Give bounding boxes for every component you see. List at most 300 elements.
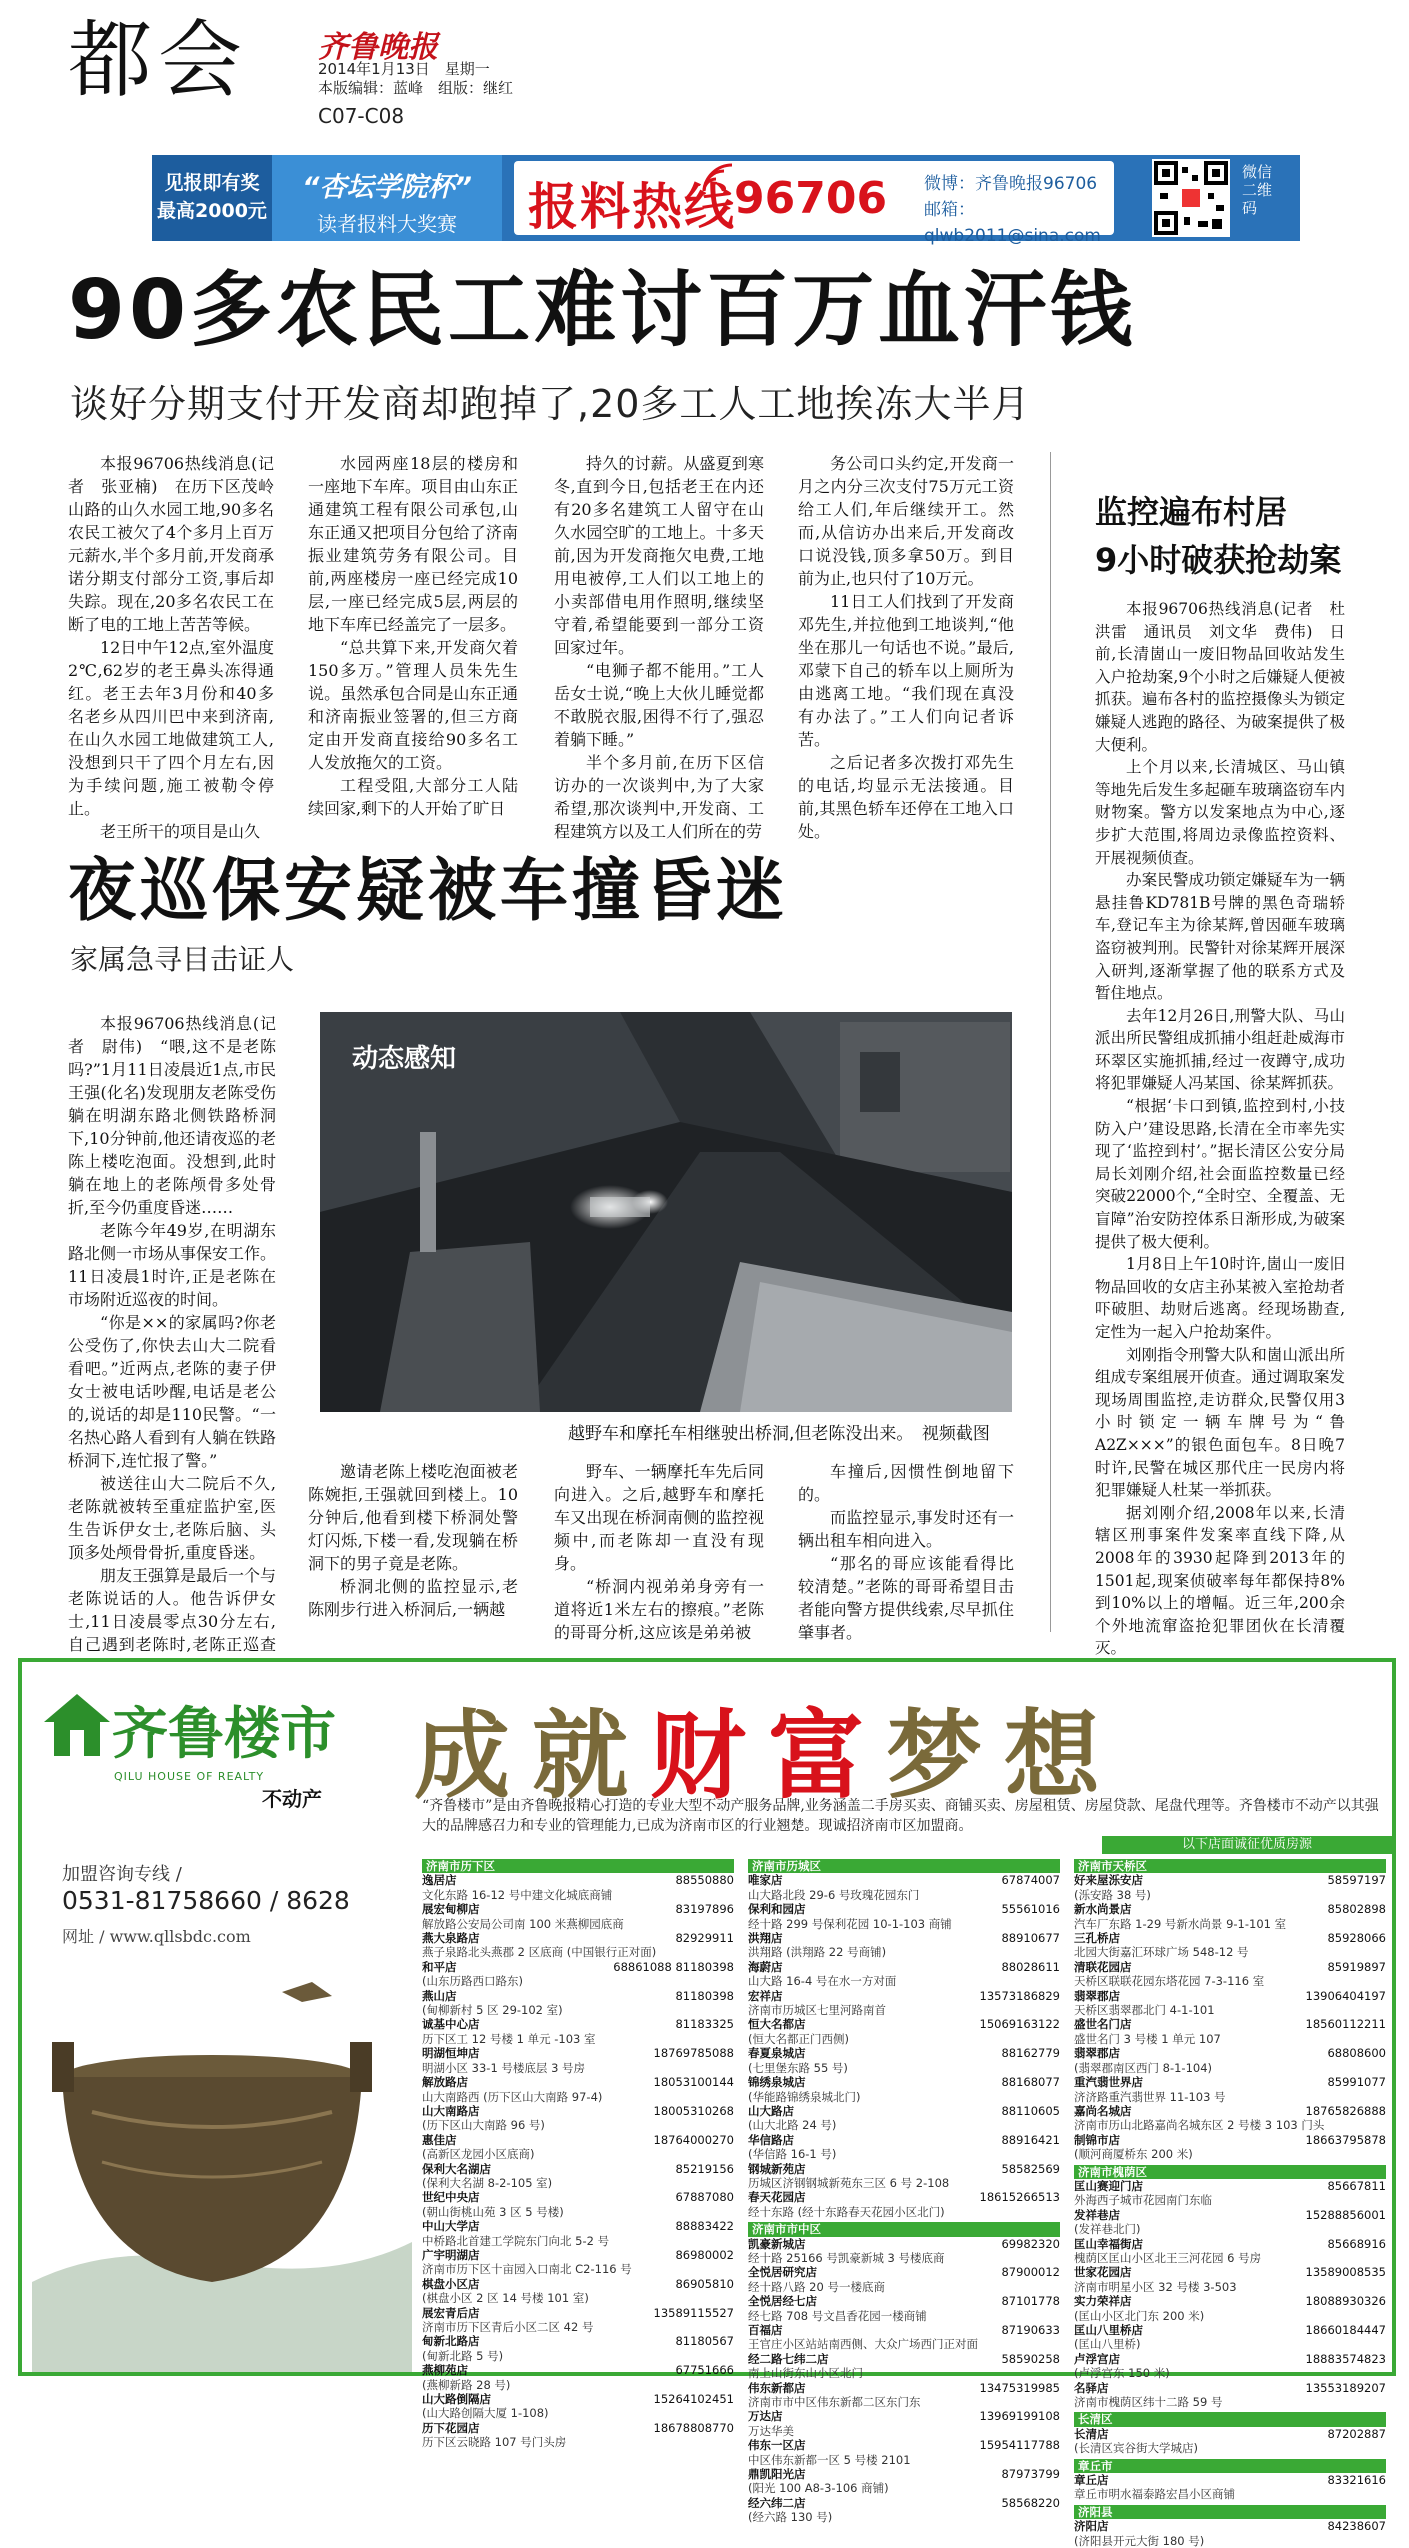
paragraph: 本报96706热线消息(记者 张亚楠) 在历下区茂岭山路的山久水园工地,90多名农民工被欠了4个多月上百万元薪水,半个多月前,开发商承诺分期支付部分工资,事后却失踪。现在,20多名农民工在断了电的工地上苦苦等候。 xyxy=(68,454,274,634)
store-address: (棋盘小区 2 区 14 号楼 101 室) xyxy=(422,2291,589,2306)
article2-column xyxy=(308,1460,518,1621)
paragraph: “总共算下来,开发商欠着150多万。”管理人员朱先生说。虽然承包合同是山东正通和济南振业签署的,但三方商定由开发商直接给90多名工人发放拖欠的工资。 xyxy=(308,638,518,772)
paragraph: 水园两座18层的楼房和一座地下车库。项目由山东正通建筑工程有限公司承包,山东正通又把项目分包给了济南振业建筑劳务有限公司。目前,两座楼房一座已经完成10层,一座已经完成5层,两层的地下车库已经盖完了一层多。 xyxy=(308,454,518,634)
store-name: 展宏甸柳店 xyxy=(422,1902,480,1917)
store-name: 钢城新苑店 xyxy=(748,2161,806,2176)
store-entry xyxy=(422,2075,734,2089)
contest-desc: 读者报料大奖赛 xyxy=(317,212,457,236)
paragraph: 持久的讨薪。从盛夏到寒冬,直到今日,包括老王在内还有20多名建筑工人留守在山久水园空旷的工地上。十多天前,因为开发商拖欠电费,工地用电被停,工人们以工地上的小卖部借电用作照明,继续坚守着,希望能要到一部分工资回家过年。 xyxy=(554,454,764,657)
newspaper-brand: 齐鲁晚报 xyxy=(318,30,438,65)
article1-subtitle: 谈好分期支付开发商却跑掉了,20多工人工地挨冻大半月 xyxy=(70,382,1031,426)
paragraph: “那名的哥应该能看得比较清楚。”老陈的哥哥希望目击者能向警方提供线索,尽早抓住肇事者。 xyxy=(798,1554,1014,1642)
store-phone: 85219156 xyxy=(675,2161,734,2176)
store-name: 历下花园店 xyxy=(422,2420,480,2435)
store-name: 宏祥店 xyxy=(748,1988,783,2003)
section-title: 都会 xyxy=(68,11,249,109)
store-name: 全悦居经七店 xyxy=(748,2294,817,2309)
store-entry xyxy=(748,2496,1060,2510)
article3-column xyxy=(1095,598,1345,1660)
store-name: 济阳店 xyxy=(1074,2519,1109,2534)
store-address: 历城区济钢钢城新苑东三区 6 号 2-108 xyxy=(748,2175,950,2190)
real-estate-ad xyxy=(18,1658,1396,2548)
bronze-vessel-icon xyxy=(32,1982,412,2372)
store-entry xyxy=(422,2392,734,2406)
paragraph: 12日中午12点,室外温度2℃,62岁的老王鼻头冻得通红。老王去年3月份和40多名老乡从四川巴中来到济南,在山久水园工地做建筑工人,没想到只干了四个月左右,因为手续问题,施工被勒令停止。 xyxy=(68,638,274,818)
store-address: 文化东路 16-12 号中建文化城底商铺 xyxy=(422,1887,613,1902)
store-name: 燕大泉路店 xyxy=(422,1931,480,1946)
store-name: 全悦居研究店 xyxy=(748,2265,817,2280)
store-address: 北园大街嘉汇环球广场 548-12 号 xyxy=(1074,1945,1249,1960)
store-address: (卢浮宫东 150 米) xyxy=(1074,2366,1170,2381)
store-entry xyxy=(422,1960,734,1974)
store-phone: 88550880 xyxy=(675,1873,734,1888)
store-entry xyxy=(422,2046,734,2060)
store-phone: 86905810 xyxy=(675,2276,734,2291)
store-phone: 88916421 xyxy=(1001,2132,1060,2147)
store-entry xyxy=(748,1960,1060,1974)
store-column xyxy=(422,1856,734,2450)
store-name: 清联花园店 xyxy=(1074,1959,1132,1974)
article1-column xyxy=(554,452,764,843)
article2-subtitle: 家属急寻目击证人 xyxy=(70,943,295,976)
store-phone: 13553189207 xyxy=(1305,2380,1386,2395)
store-entry xyxy=(748,2237,1060,2251)
issue-editors: 本版编辑：蓝峰 组版：继红 xyxy=(318,79,514,97)
district-heading: 济南市历下区 xyxy=(422,1859,734,1873)
store-phone: 15264102451 xyxy=(653,2392,734,2407)
store-column xyxy=(1074,1856,1386,2548)
qr-code-icon xyxy=(1152,159,1230,237)
store-phone: 84238607 xyxy=(1327,2519,1386,2534)
ad-logo xyxy=(42,1690,392,1812)
store-name: 海蔚店 xyxy=(748,1959,783,1974)
reward-box xyxy=(152,155,272,241)
store-name: 鼎凯阳光店 xyxy=(748,2467,806,2482)
store-name: 经二路七纬二店 xyxy=(748,2351,829,2366)
store-address: (燕柳新路 28 号) xyxy=(422,2377,511,2392)
store-address: 济南市明星小区 32 号楼 3-503 xyxy=(1074,2279,1237,2294)
store-address: 济南市历山北路嘉尚名城东区 2 号楼 3 103 门头 xyxy=(1074,2118,1325,2133)
store-name: 恒大名都店 xyxy=(748,2017,806,2032)
store-name: 唯家店 xyxy=(748,1873,783,1888)
store-address: 汽车厂东路 1-29 号新水尚景 9-1-101 室 xyxy=(1074,1916,1287,1931)
cctv-label: 动态感知 xyxy=(352,1044,457,1074)
store-entry xyxy=(1074,1989,1386,2003)
store-address: (阳光 100 A8-3-106 商铺) xyxy=(748,2481,889,2496)
store-name: 山大南路店 xyxy=(422,2103,480,2118)
store-address: 经十路 25166 号凯豪新城 3 号楼底商 xyxy=(748,2250,945,2265)
paragraph: 11日工人们找到了开发商邓先生,并拉他到工地谈判,“他坐在那儿一句话也不说。”最后,邓蒙下自己的轿车以上厕所为由逃离工地。“我们现在真没有办法了。”工人们向记者诉苦。 xyxy=(798,592,1014,749)
store-entry xyxy=(1074,2427,1386,2441)
store-phone: 58597197 xyxy=(1327,1873,1386,1888)
store-name: 洪翔店 xyxy=(748,1931,783,1946)
store-name: 伟东新都店 xyxy=(748,2380,806,2395)
store-phone: 58590258 xyxy=(1001,2351,1060,2366)
paragraph: 桥洞北侧的监控显示,老陈刚步行进入桥洞后,一辆越 xyxy=(308,1577,518,1619)
store-address: (长清区宾谷街大学城店) xyxy=(1074,2441,1198,2456)
store-phone: 85667811 xyxy=(1327,2178,1386,2193)
article3-title xyxy=(1095,488,1341,584)
article1-title: 90多农民工难讨百万血汗钱 xyxy=(68,263,1137,358)
store-name: 好来屋泺安店 xyxy=(1074,1873,1143,1888)
store-entry xyxy=(422,2363,734,2377)
store-phone: 88168077 xyxy=(1001,2075,1060,2090)
store-phone: 15288856001 xyxy=(1305,2207,1386,2222)
contest-box xyxy=(272,155,502,241)
reward-line1: 见报即有奖 xyxy=(164,172,260,194)
store-entry xyxy=(1074,2104,1386,2118)
hotline-number: 96706 xyxy=(734,173,888,224)
store-address: (发祥巷北门) xyxy=(1074,2222,1141,2237)
store-address: (华信路 16-1 号) xyxy=(748,2147,837,2162)
paragraph: 办案民警成功锁定嫌疑车为一辆悬挂鲁KD781B号牌的黑色奇瑞轿车,登记车主为徐某辉,曾因砸车玻璃盗窃被判刑。民警针对徐某辉开展深入研判,逐渐掌握了他的联系方式及暂住地点。 xyxy=(1095,871,1345,1003)
district-heading: 济阳县 xyxy=(1074,2505,1386,2519)
store-entry xyxy=(422,1931,734,1945)
paragraph: “你是××的家属吗?你老公受伤了,你快去山大二院看看吧。”近两点,老陈的妻子伊女士被电话吵醒,电话是老公的,说话的却是110民警。“一名热心路人看到有人躺在铁路桥洞下,连忙报了警。” xyxy=(68,1313,277,1470)
store-name: 春天花园店 xyxy=(748,2190,806,2205)
store-phone: 69982320 xyxy=(1001,2236,1060,2251)
wechat-label: 微信二维码 xyxy=(1242,163,1273,217)
district-heading: 济南市槐荫区 xyxy=(1074,2165,1386,2179)
store-name: 嘉尚名城店 xyxy=(1074,2103,1132,2118)
paragraph: 刘刚指令刑警大队和崮山派出所组成专案组展开侦查。通过调取案发现场周围监控,走访群众,民警仅用3小时锁定一辆车牌号为“鲁A2Z×××”的银色面包车。8日晚7时许,民警在城区那代庄一民房内将犯罪嫌疑人杜某一举抓获。 xyxy=(1095,1345,1345,1500)
store-name: 保利大名湖店 xyxy=(422,2161,491,2176)
store-entry xyxy=(422,2017,734,2031)
hotline-banner xyxy=(152,155,1300,246)
store-address: 外海西子城市花园南门东临 xyxy=(1074,2193,1212,2208)
store-phone: 15954117788 xyxy=(979,2438,1060,2453)
cctv-screenshot xyxy=(320,1012,1012,1412)
store-name: 广宇明湖店 xyxy=(422,2247,480,2262)
store-phone: 13589115527 xyxy=(653,2305,734,2320)
store-entry xyxy=(422,2334,734,2348)
store-phone: 68861088 81180398 xyxy=(613,1959,734,1974)
store-entry xyxy=(748,2381,1060,2395)
contest-name: “杏坛学院杯” xyxy=(302,172,472,203)
store-address: 山大路北段 29-6 号玫瑰花园东门 xyxy=(748,1887,920,1902)
store-phone: 87900012 xyxy=(1001,2265,1060,2280)
store-name: 新水尚景店 xyxy=(1074,1902,1132,1917)
store-phone: 86980002 xyxy=(675,2247,734,2262)
store-address: (朝山街桃山苑 3 区 5 号楼) xyxy=(422,2204,564,2219)
store-entry xyxy=(748,2162,1060,2176)
store-name: 伟东一区店 xyxy=(748,2438,806,2453)
store-name: 世纪中央店 xyxy=(422,2190,480,2205)
store-phone: 18005310268 xyxy=(653,2103,734,2118)
store-entry xyxy=(748,1873,1060,1887)
store-address: (山东历路西口路东) xyxy=(422,1974,523,1989)
store-entry xyxy=(748,1931,1060,1945)
store-entry xyxy=(748,2190,1060,2204)
store-name: 名驿店 xyxy=(1074,2380,1109,2395)
store-phone: 87202887 xyxy=(1327,2426,1386,2441)
store-entry xyxy=(1074,2519,1386,2533)
district-heading: 章丘市 xyxy=(1074,2459,1386,2473)
store-entry xyxy=(422,1989,734,2003)
store-address: 中区伟东新都一区 5 号楼 2101 xyxy=(748,2452,911,2467)
store-address: 历下区云晓路 107 号门头房 xyxy=(422,2435,567,2450)
store-address: 经十东路 (经十东路春天花园小区北门) xyxy=(748,2204,945,2219)
district-heading: 济南市天桥区 xyxy=(1074,1859,1386,1873)
slogan-char: 成 xyxy=(414,1699,532,1812)
store-name: 春夏泉城店 xyxy=(748,2046,806,2061)
store-phone: 18660184447 xyxy=(1305,2323,1386,2337)
paragraph: 本报96706热线消息(记者 杜洪雷 通讯员 刘文华 费伟) 日前,长清崮山一废旧物品回收站发生入户抢劫案,9个小时之后嫌疑人便被抓获。遍布各村的监控摄像头为锁定嫌疑人逃跑的路径、为破案提供了极大便利。 xyxy=(1095,600,1345,754)
store-phone: 85919897 xyxy=(1327,1959,1386,1974)
store-entry xyxy=(748,2075,1060,2089)
store-address: (七里堡东路 55 号) xyxy=(748,2060,848,2075)
store-address: 济南市市中区伟东新都二区东门东 xyxy=(748,2395,921,2410)
store-address: (历下区山大南路 96 号) xyxy=(422,2118,545,2133)
store-name: 甸新北路店 xyxy=(422,2334,480,2349)
article3-title-line1: 监控遍布村居 xyxy=(1095,493,1288,531)
store-address: 山大路 16-4 号在水一方对面 xyxy=(748,1974,897,1989)
paragraph: 邀请老陈上楼吃泡面被老陈婉拒,王强就回到楼上。10分钟后,他看到楼下桥洞处警灯闪烁,下楼一看,发现躺在桥洞下的男子竟是老陈。 xyxy=(308,1462,518,1573)
store-name: 卢浮宫店 xyxy=(1074,2351,1120,2366)
store-address: 经十路 299 号保利花园 10-1-103 商铺 xyxy=(748,1916,952,1931)
article3-title-line2: 9小时破获抢劫案 xyxy=(1095,541,1342,579)
store-address: 济南市槐荫区纬十二路 59 号 xyxy=(1074,2395,1223,2410)
store-name: 发祥巷店 xyxy=(1074,2207,1120,2222)
store-phone: 87190633 xyxy=(1001,2323,1060,2337)
store-entry xyxy=(422,2104,734,2118)
store-address: 经十路八路 20 号一楼底商 xyxy=(748,2279,885,2294)
store-address: 洪翔路 (洪翔路 22 号商铺) xyxy=(748,1945,887,1960)
store-phone: 13589008535 xyxy=(1305,2265,1386,2280)
store-phone: 18765826888 xyxy=(1305,2103,1386,2118)
store-phone: 18883574823 xyxy=(1305,2351,1386,2366)
article1-column xyxy=(68,452,274,843)
store-name: 山大路店 xyxy=(748,2103,794,2118)
store-entry xyxy=(748,2133,1060,2147)
stores-label: 以下店面诚征优质房源 xyxy=(1102,1836,1392,1854)
store-phone: 18615266513 xyxy=(979,2190,1060,2205)
store-entry xyxy=(422,1873,734,1887)
store-name: 盛世名门店 xyxy=(1074,2017,1132,2032)
store-name: 世家花园店 xyxy=(1074,2265,1132,2280)
store-entry xyxy=(748,2352,1060,2366)
store-phone: 85991077 xyxy=(1327,2075,1386,2090)
signal-icon xyxy=(700,165,736,195)
store-directory xyxy=(422,1856,1388,2548)
slogan-char: 想 xyxy=(1004,1699,1122,1812)
store-entry xyxy=(1074,2075,1386,2089)
store-address: (甸新北路 5 号) xyxy=(422,2348,504,2363)
ad-intro: “齐鲁楼市”是由齐鲁晚报精心打造的专业大型不动产服务品牌,业务涵盖二手房买卖、商铺买卖、房屋租赁、房屋贷款、尾盘代理等。齐鲁楼市不动产以其强大的品牌感召力和专业的管理能力,已成为济南市区的行业翘楚。现诚招济南市区加盟商。 xyxy=(422,1798,1379,1834)
article2-column xyxy=(798,1460,1014,1644)
store-entry xyxy=(1074,2133,1386,2147)
store-phone: 18560112211 xyxy=(1305,2017,1386,2032)
store-entry xyxy=(422,2219,734,2233)
store-name: 燕柳苑店 xyxy=(422,2363,468,2378)
store-phone: 85928066 xyxy=(1327,1931,1386,1946)
store-address: 万达华美 xyxy=(748,2423,794,2438)
article1-column xyxy=(308,452,518,820)
store-address: 经七路 708 号文昌香花园一楼商铺 xyxy=(748,2308,927,2323)
store-entry xyxy=(1074,1873,1386,1887)
store-phone: 87973799 xyxy=(1001,2467,1060,2482)
store-address: (顺河商厦桥东 200 米) xyxy=(1074,2147,1193,2162)
store-entry xyxy=(422,2306,734,2320)
ad-hotline-label: 加盟咨询专线 / xyxy=(62,1864,182,1885)
store-address: (匡山小区北门东 200 米) xyxy=(1074,2308,1205,2323)
paragraph: 半个多月前,在历下区信访办的一次谈判中,为了大家希望,那次谈判中,开发商、工程建筑方以及工人们所在的劳 xyxy=(554,753,764,841)
store-name: 锦绣泉城店 xyxy=(748,2075,806,2090)
district-heading: 济南市历城区 xyxy=(748,1859,1060,1873)
store-entry xyxy=(748,2467,1060,2481)
contact-info xyxy=(924,171,1114,249)
store-address: 明湖小区 33-1 号楼底层 3 号房 xyxy=(422,2060,586,2075)
district-heading: 济南市市中区 xyxy=(748,2222,1060,2236)
paragraph: 1月8日上午10时许,崮山一废旧物品回收的女店主孙某被入室抢劫者吓破胆、劫财后逃离。经现场勘查,定性为一起入户抢劫案件。 xyxy=(1095,1255,1345,1341)
paragraph: “桥洞内视弟弟身旁有一道将近1米左右的擦痕。”老陈的哥哥分析,这应该是弟弟被 xyxy=(554,1577,764,1642)
store-address: (华能路锦绣泉城北门) xyxy=(748,2089,861,2104)
store-entry xyxy=(1074,2473,1386,2487)
store-phone: 18053100144 xyxy=(653,2075,734,2090)
store-phone: 88110605 xyxy=(1001,2103,1060,2118)
store-name: 棋盘小区店 xyxy=(422,2276,480,2291)
paragraph: 之后记者多次拨打邓先生的电话,均显示无法接通。目前,其黑色轿车还停在工地入口处。 xyxy=(798,753,1014,841)
store-name: 翡翠郡店 xyxy=(1074,1988,1120,2003)
store-phone: 18678808770 xyxy=(653,2420,734,2435)
reward-line2: 最高2000元 xyxy=(157,200,267,222)
store-name: 制锦市店 xyxy=(1074,2132,1120,2147)
ad-brand-sub: 不动产 xyxy=(262,1787,322,1811)
store-phone: 55561016 xyxy=(1001,1902,1060,1917)
store-address: (保利大名湖 8-2-105 室) xyxy=(422,2175,553,2190)
store-name: 惠佳店 xyxy=(422,2132,457,2147)
store-phone: 88910677 xyxy=(1001,1931,1060,1946)
hotline-box xyxy=(514,161,1114,246)
store-name: 万达店 xyxy=(748,2409,783,2424)
store-phone: 68808600 xyxy=(1327,2046,1386,2061)
store-entry xyxy=(748,2438,1060,2452)
store-address: (翡翠郡南区西门 8-1-104) xyxy=(1074,2060,1213,2075)
slogan-char: 富 xyxy=(768,1699,886,1812)
store-address: 盛世名门 3 号楼 1 单元 107 xyxy=(1074,2031,1221,2046)
paragraph: 朋友王强算是最后一个与老陈说话的人。他告诉伊女士,11日凌晨零点30分左右,自己遇到老陈时,老陈正巡查 xyxy=(68,1566,277,1654)
store-phone: 88162779 xyxy=(1001,2046,1060,2061)
slogan-char: 财 xyxy=(650,1699,768,1812)
store-phone: 58568220 xyxy=(1001,2495,1060,2510)
column-divider xyxy=(1050,452,1051,1632)
store-address: (经六路 130 号) xyxy=(748,2510,833,2525)
issue-meta xyxy=(318,60,513,98)
store-phone: 15069163122 xyxy=(979,2017,1060,2032)
store-entry xyxy=(748,2265,1060,2279)
store-entry xyxy=(422,2421,734,2435)
store-address: 王官庄小区站站南西侧、大众广场西门正对面 xyxy=(748,2337,978,2352)
store-phone: 81183325 xyxy=(675,2017,734,2032)
paragraph: 据刘刚介绍,2008年以来,长清辖区刑事案件发案率直线下降,从2008年的3930起降到2013年的1501起,现案侦破率每年都保持8%到10%以上的增幅。近三年,200余个外地流窜盗抢犯罪团伙在长清覆灭。 xyxy=(1095,1503,1345,1658)
store-name: 燕山店 xyxy=(422,1988,457,2003)
store-name: 经六纬二店 xyxy=(748,2495,806,2510)
store-name: 实力荣祥店 xyxy=(1074,2294,1132,2309)
store-address: 燕子泉路北头燕郡 2 区底商 (中国银行正对面) xyxy=(422,1945,657,1960)
store-name: 展宏青后店 xyxy=(422,2305,480,2320)
store-entry xyxy=(422,2162,734,2176)
article2-column xyxy=(554,1460,764,1644)
store-entry xyxy=(1074,2046,1386,2060)
paragraph: 去年12月26日,刑警大队、马山派出所民警组成抓捕小组赶赴威海市环翠区实施抓捕,经过一夜蹲守,成功将犯罪嫌疑人冯某国、徐某辉抓获。 xyxy=(1095,1006,1345,1093)
store-name: 三孔桥店 xyxy=(1074,1931,1120,1946)
store-entry xyxy=(422,2133,734,2147)
article1-column xyxy=(798,452,1014,843)
store-phone: 82929911 xyxy=(675,1931,734,1946)
hotline-label: 报料热线 xyxy=(528,178,736,236)
store-name: 中山大学店 xyxy=(422,2219,480,2234)
ad-hotline: 0531-81758660 / 8628 xyxy=(62,1886,350,1915)
store-entry xyxy=(748,2046,1060,2060)
paragraph: “电狮子都不能用。”工人岳女士说,“晚上大伙儿睡觉都不敢脱衣服,困得不行了,强忍着躺下睡。” xyxy=(554,661,764,749)
store-phone: 67751666 xyxy=(675,2363,734,2378)
store-name: 解放路店 xyxy=(422,2075,468,2090)
store-address: 章丘市明水福泰路宏昌小区商铺 xyxy=(1074,2487,1235,2502)
store-entry xyxy=(748,2409,1060,2423)
store-entry xyxy=(1074,2352,1386,2366)
paragraph: 车撞后,因惯性倒地留下的。 xyxy=(798,1462,1014,1504)
paragraph: 老陈今年49岁,在明湖东路北侧一市场从事保安工作。11日凌晨1时许,正是老陈在市场附近巡夜的时间。 xyxy=(68,1221,277,1309)
store-name: 保利和园店 xyxy=(748,1902,806,1917)
paragraph: 野车、一辆摩托车先后同向进入。之后,越野车和摩托车又出现在桥洞南侧的监控视频中,而老陈却一直没有现身。 xyxy=(554,1462,764,1573)
paragraph: 被送往山大二院后不久,老陈就被转至重症监护室,医生告诉伊女士,老陈后脑、头顶多处颅骨骨折,重度昏迷。 xyxy=(68,1474,276,1562)
store-name: 凯豪新城店 xyxy=(748,2236,806,2251)
store-entry xyxy=(1074,1902,1386,1916)
ad-brand: 齐鲁楼市 xyxy=(112,1702,336,1767)
store-name: 匡山八里桥店 xyxy=(1074,2323,1143,2337)
store-phone: 81180567 xyxy=(675,2334,734,2349)
store-address: (匡山八里桥) xyxy=(1074,2337,1141,2352)
store-name: 华信路店 xyxy=(748,2132,794,2147)
store-address: 解放路公安局公司南 100 米燕柳园底商 xyxy=(422,1916,624,1931)
store-name: 匡山赛迎门店 xyxy=(1074,2178,1143,2193)
slogan-char: 梦 xyxy=(886,1699,1004,1812)
store-address: (高新区龙园小区底商) xyxy=(422,2147,535,2162)
paragraph: 工程受阻,大部分工人陆续回家,剩下的人开始了旷日 xyxy=(308,776,518,818)
article2-title: 夜巡保安疑被车撞昏迷 xyxy=(68,852,789,931)
store-address: 天桥区联联花园东塔花园 7-3-116 室 xyxy=(1074,1974,1265,1989)
store-phone: 85668916 xyxy=(1327,2236,1386,2251)
paragraph: 务公司口头约定,开发商一月之内分三次支付75万元工资给工人们,年后继续开工。然而,从信访办出来后,开发商改口说没钱,顶多拿50万。到目前为止,也只付了10万元。 xyxy=(798,454,1014,588)
store-entry xyxy=(748,2017,1060,2031)
store-phone: 81180398 xyxy=(675,1988,734,2003)
store-name: 章丘店 xyxy=(1074,2473,1109,2488)
store-entry xyxy=(1074,2294,1386,2308)
store-phone: 18764000270 xyxy=(653,2132,734,2147)
store-phone: 88883422 xyxy=(675,2219,734,2234)
store-entry xyxy=(422,1902,734,1916)
store-phone: 83197896 xyxy=(675,1902,734,1917)
store-phone: 87101778 xyxy=(1001,2294,1060,2309)
store-phone: 67887080 xyxy=(675,2190,734,2205)
store-name: 逸居店 xyxy=(422,1873,457,1888)
store-name: 长清店 xyxy=(1074,2426,1109,2441)
store-address: (恒大名都正门西侧) xyxy=(748,2031,849,2046)
store-entry xyxy=(748,2323,1060,2337)
store-entry xyxy=(748,2104,1060,2118)
slogan-char: 就 xyxy=(532,1699,650,1812)
district-heading: 长清区 xyxy=(1074,2412,1386,2426)
store-phone: 13969199108 xyxy=(979,2409,1060,2424)
paragraph: 本报96706热线消息(记者 尉伟) “喂,这不是老陈吗?”1月11日凌晨近1点,市民王强(化名)发现朋友老陈受伤躺在明湖东路北侧铁路桥洞下,10分钟前,他还请夜巡的老陈上楼吃泡面。没想到,此时躺在地上的老陈颅骨多处骨折,至今仍重度昏迷…… xyxy=(68,1014,276,1217)
issue-date: 2014年1月13日 星期一 xyxy=(318,60,490,78)
store-phone: 67874007 xyxy=(1001,1873,1060,1888)
paragraph: 上个月以来,长清城区、马山镇等地先后发生多起砸车玻璃盗窃车内财物案。警方以发案地点为中心,逐步扩大范围,将周边录像监控资料、开展视频侦查。 xyxy=(1095,758,1345,867)
store-phone: 13906404197 xyxy=(1305,1988,1386,2003)
store-address: (山大路创隔大厦 1-108) xyxy=(422,2406,549,2421)
store-address: 山大南路西 (历下区山大南路 97-4) xyxy=(422,2089,603,2104)
store-address: 济南市历城区七里河路南首 xyxy=(748,2003,886,2018)
